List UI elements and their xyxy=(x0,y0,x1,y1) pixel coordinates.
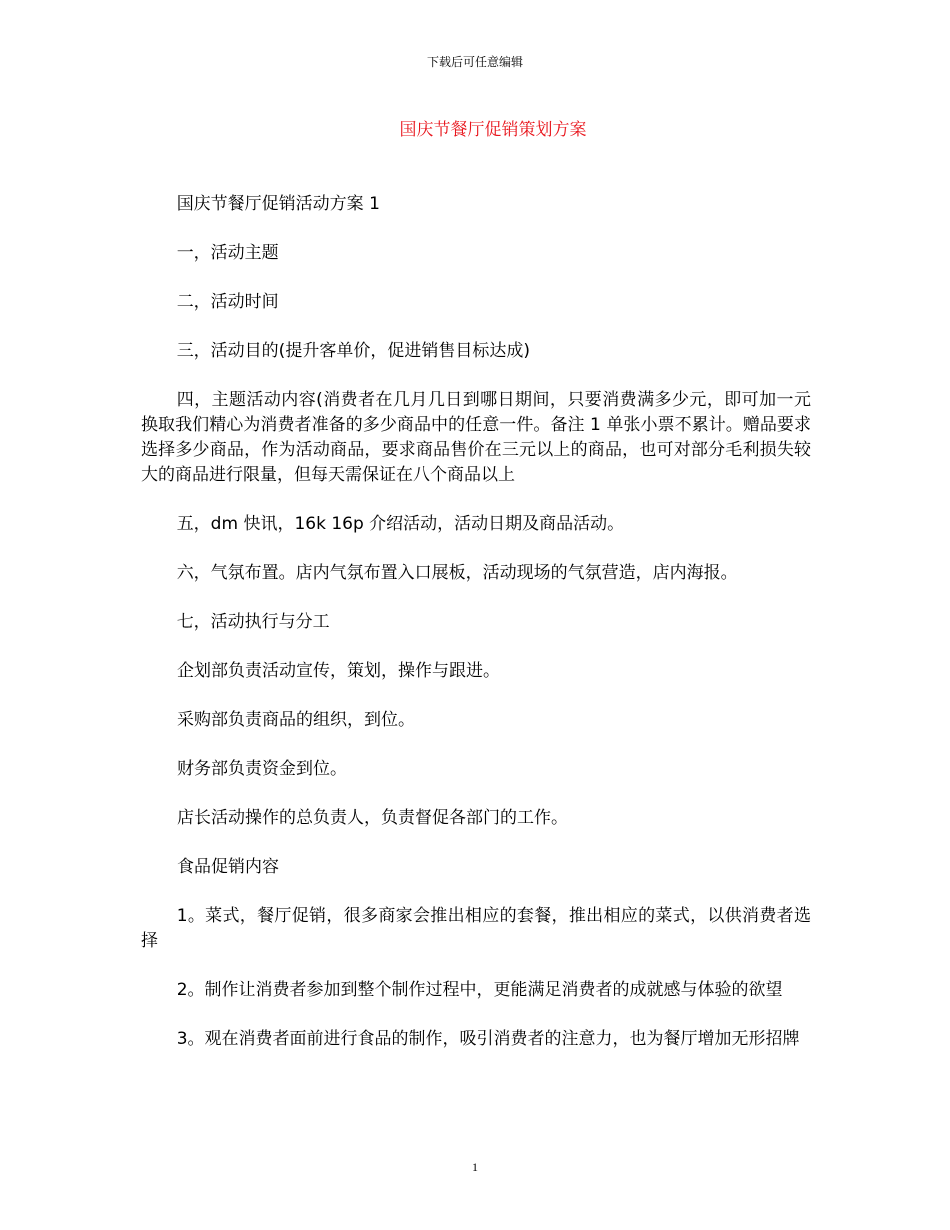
duty-store-manager: 店长活动操作的总负责人，负责督促各部门的工作。 xyxy=(177,808,568,828)
food-promo-item-1: 1。菜式，餐厅促销，很多商家会推出相应的套餐，推出相应的菜式，以供消费者选择 xyxy=(141,906,811,951)
item-activity-theme: 一，活动主题 xyxy=(176,243,279,263)
duty-planning-dept: 企划部负责活动宣传，策划，操作与跟进。 xyxy=(177,661,500,681)
food-promo-item-2: 2。制作让消费者参加到整个制作过程中，更能满足消费者的成就感与体验的欲望 xyxy=(176,980,783,1000)
item-execution: 七，活动执行与分工 xyxy=(176,612,330,632)
item-activity-time: 二，活动时间 xyxy=(176,292,279,312)
duty-finance-dept: 财务部负责资金到位。 xyxy=(177,759,347,779)
header-note: 下载后可任意编辑 xyxy=(426,55,523,69)
food-promo-item-3: 3。观在消费者面前进行食品的制作，吸引消费者的注意力，也为餐厅增加无形招牌 xyxy=(176,1029,800,1049)
item-atmosphere: 六，气氛布置。店内气氛布置入口展板，活动现场的气氛营造，店内海报。 xyxy=(176,563,738,583)
document-title: 国庆节餐厅促销策划方案 xyxy=(399,120,587,140)
item-dm-flyer: 五，dm 快讯，16k 16p 介绍活动，活动日期及商品活动。 xyxy=(176,514,625,534)
document-body xyxy=(141,192,811,1076)
duty-purchasing-dept: 采购部负责商品的组织，到位。 xyxy=(177,710,415,730)
section-heading: 国庆节餐厅促销活动方案 1 xyxy=(176,194,380,214)
page-number: 1 xyxy=(472,1160,478,1174)
item-activity-content: 四，主题活动内容(消费者在几月几日到哪日期间，只要消费满多少元，即可加一元换取我们精心为消费者准备的多少商品中的任意一件。备注 1 单张小票不累计。赠品要求选择多少商品，作为活动商品，要求商品售价在三元以上的商品，也可对部分毛利损失较大的商品进行限量，但每天需保证在八个商品以上 xyxy=(141,390,811,485)
item-activity-purpose: 三，活动目的(提升客单价，促进销售目标达成) xyxy=(176,341,530,361)
food-promo-heading: 食品促销内容 xyxy=(177,857,279,877)
